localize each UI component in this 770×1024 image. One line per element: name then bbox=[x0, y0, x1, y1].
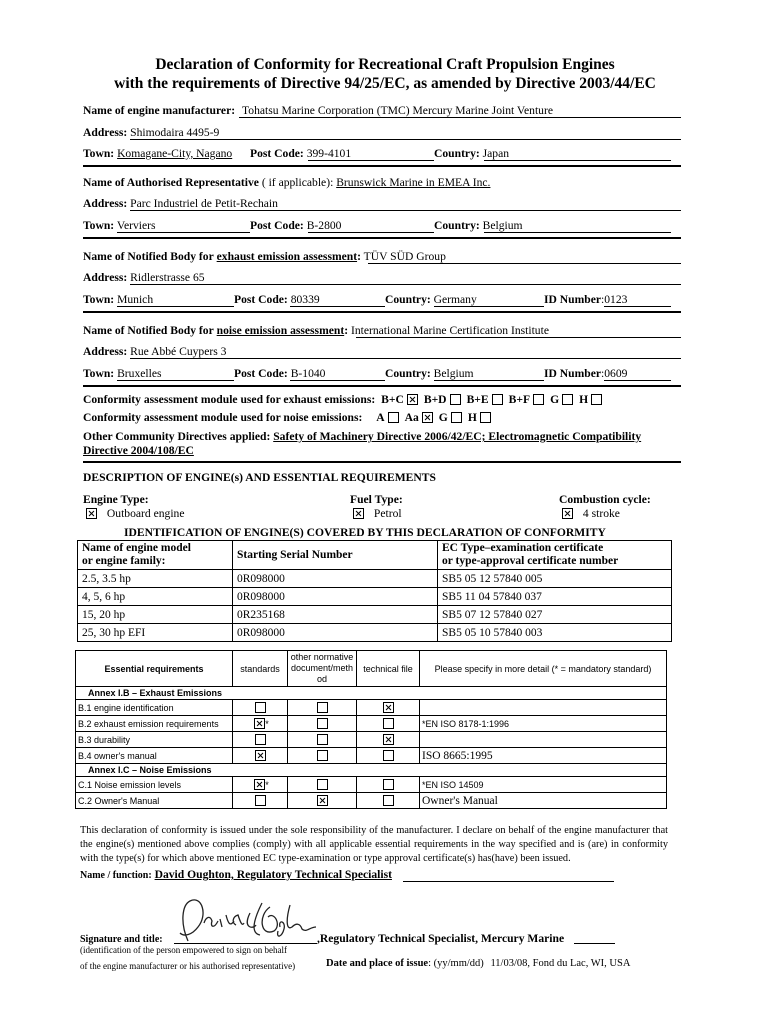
noise-module-checkbox-1[interactable] bbox=[422, 412, 433, 423]
standards-checkbox[interactable] bbox=[255, 795, 266, 806]
noise-module-label-3: H bbox=[467, 411, 477, 424]
combustion-checkbox bbox=[562, 508, 573, 519]
exhaust-module-checkbox-1[interactable] bbox=[450, 394, 461, 405]
exhaust-module-label-0: B+C bbox=[381, 393, 404, 406]
engine-cert: SB5 05 10 57840 003 bbox=[438, 624, 672, 642]
noise-body-post-code: B-1040 bbox=[290, 367, 326, 380]
engine-serial: 0R098000 bbox=[233, 588, 438, 606]
requirement-label: C.1 Noise emission levels bbox=[76, 777, 233, 793]
section-divider bbox=[83, 165, 681, 167]
exhaust-module-label-3: B+F bbox=[508, 393, 531, 406]
representative-town: Verviers bbox=[116, 219, 156, 232]
section-divider bbox=[83, 385, 681, 387]
exhaust-module-label-1: B+D bbox=[423, 393, 447, 406]
exhaust-module-label-4: G bbox=[550, 393, 560, 406]
engine-model: 15, 20 hp bbox=[78, 606, 233, 624]
declaration-text: This declaration of conformity is issued under the sole responsibility of the manufacturer. I declare on behalf of the engine manufacturer that the engine(s) mentioned above complies (comply) with all applicable essential requirements in the way specified and is (are) in conformity with the type(s) for which above mentioned EC type-examination or type approval certificate(s) has(have) been issued. bbox=[80, 825, 668, 864]
exhaust-body-address: Ridlerstrasse 65 bbox=[130, 271, 205, 284]
exhaust-module-checkbox-5[interactable] bbox=[591, 394, 602, 405]
exhaust-module-checkbox-3[interactable] bbox=[533, 394, 544, 405]
standards-checkbox[interactable] bbox=[255, 750, 266, 761]
signatory-note-1: (identification of the person empowered to sign on behalf bbox=[80, 945, 287, 955]
representative-address: Parc Industriel de Petit-Rechain bbox=[130, 197, 278, 210]
standards-checkbox[interactable] bbox=[254, 779, 265, 790]
noise-module-row: Conformity assessment module used for noise emissions: A Aa G H bbox=[83, 411, 494, 424]
noise-body-country: Belgium bbox=[433, 367, 474, 380]
noise-body-id: 0609 bbox=[604, 367, 628, 380]
document-title: Declaration of Conformity for Recreational Craft Propulsion Engines bbox=[155, 56, 615, 73]
exhaust-module-checkbox-0[interactable] bbox=[407, 394, 418, 405]
technical-file-checkbox[interactable] bbox=[383, 779, 394, 790]
engine-serial: 0R098000 bbox=[233, 624, 438, 642]
engine-serial: 0R235168 bbox=[233, 606, 438, 624]
requirement-label: C.2 Owner's Manual bbox=[76, 793, 233, 809]
manufacturer-name: Tohatsu Marine Corporation (TMC) Mercury Marine Joint Venture bbox=[242, 104, 553, 117]
other-directives-line2: Directive 2004/108/EC bbox=[83, 444, 194, 457]
signatory-note-2: of the engine manufacturer or his authorised representative) bbox=[80, 961, 296, 971]
identification-heading: IDENTIFICATION OF ENGINE(S) COVERED BY THIS DECLARATION OF CONFORMITY bbox=[124, 526, 606, 539]
engine-serial: 0R098000 bbox=[233, 570, 438, 588]
representative-name-row: Name of Authorised Representative ( if applicable): Brunswick Marine in EMEA Inc. bbox=[83, 176, 491, 189]
technical-file-checkbox[interactable] bbox=[383, 795, 394, 806]
combustion-cycle: 4 stroke bbox=[559, 507, 620, 520]
representative-name: Brunswick Marine in EMEA Inc. bbox=[336, 176, 491, 189]
requirement-detail bbox=[420, 732, 667, 748]
exhaust-module-checkbox-4[interactable] bbox=[562, 394, 573, 405]
signatory-name-row: Name / function: David Oughton, Regulatory Technical Specialist bbox=[80, 868, 392, 881]
other-directives-line1: Safety of Machinery Directive 2006/42/EC; Electromagnetic Compatibility bbox=[273, 430, 642, 443]
engine-row bbox=[78, 570, 672, 588]
exhaust-body-town: Munich bbox=[117, 293, 154, 306]
signatory-title: ,Regulatory Technical Specialist, Mercury Marine bbox=[317, 932, 565, 945]
other-doc-checkbox[interactable] bbox=[317, 795, 328, 806]
noise-module-label-1: Aa bbox=[404, 411, 419, 424]
manufacturer-name-row: Name of engine manufacturer: Tohatsu Marine Corporation (TMC) Mercury Marine Joint Venture bbox=[83, 104, 553, 117]
exhaust-module-row: Conformity assessment module used for exhaust emissions: B+C B+D B+E B+F G H bbox=[83, 393, 605, 406]
description-heading: DESCRIPTION OF ENGINE(s) AND ESSENTIAL REQUIREMENTS bbox=[83, 471, 436, 484]
representative-country: Belgium bbox=[482, 219, 523, 232]
section-divider bbox=[83, 311, 681, 313]
other-doc-checkbox[interactable] bbox=[317, 750, 328, 761]
engine-cert: SB5 07 12 57840 027 bbox=[438, 606, 672, 624]
manufacturer-town-row: Town: Komagane-City, Nagano bbox=[83, 147, 233, 160]
engine-type-checkbox bbox=[86, 508, 97, 519]
signature-image bbox=[170, 893, 320, 948]
manufacturer-town: Komagane-City, Nagano bbox=[117, 147, 233, 160]
requirements-section-heading: Annex I.C – Noise Emissions bbox=[76, 764, 667, 777]
manufacturer-address-row: Address: Shimodaira 4495-9 bbox=[83, 126, 220, 139]
other-doc-checkbox[interactable] bbox=[317, 734, 328, 745]
technical-file-checkbox[interactable] bbox=[383, 702, 394, 713]
exhaust-module-label-5: H bbox=[579, 393, 589, 406]
engine-model: 4, 5, 6 hp bbox=[78, 588, 233, 606]
technical-file-checkbox[interactable] bbox=[383, 734, 394, 745]
other-doc-checkbox[interactable] bbox=[317, 718, 328, 729]
fuel-type-checkbox bbox=[353, 508, 364, 519]
document-subtitle: with the requirements of Directive 94/25/EC, as amended by Directive 2003/44/EC bbox=[114, 75, 656, 92]
standards-checkbox[interactable] bbox=[254, 718, 265, 729]
date-place-row: Date and place of issue: (yy/mm/dd) 11/03/08, Fond du Lac, WI, USA bbox=[326, 958, 631, 969]
manufacturer-address: Shimodaira 4495-9 bbox=[130, 126, 220, 139]
engine-row bbox=[78, 606, 672, 624]
representative-post-code: B-2800 bbox=[306, 219, 342, 232]
noise-module-label-0: A bbox=[376, 411, 385, 424]
noise-module-label-2: G bbox=[438, 411, 448, 424]
section-divider bbox=[83, 237, 681, 239]
requirement-detail: Owner's Manual bbox=[420, 793, 667, 809]
requirement-detail: *EN ISO 8178-1:1996 bbox=[420, 716, 667, 732]
engine-type: Outboard engine bbox=[83, 507, 185, 520]
requirement-row: B.2 exhaust emission requirements * *EN ISO 8178-1:1996 bbox=[76, 716, 667, 732]
engine-row bbox=[78, 624, 672, 642]
engine-row bbox=[78, 588, 672, 606]
other-doc-checkbox[interactable] bbox=[317, 779, 328, 790]
exhaust-body-name: TÜV SÜD Group bbox=[363, 250, 446, 263]
requirement-row bbox=[76, 732, 667, 748]
manufacturer-country: Japan bbox=[482, 147, 510, 160]
date-place-value: 11/03/08, Fond du Lac, WI, USA bbox=[490, 958, 631, 969]
exhaust-body-name-row: Name of Notified Body for exhaust emission assessment: TÜV SÜD Group bbox=[83, 250, 446, 263]
engine-model: 25, 30 hp EFI bbox=[78, 624, 233, 642]
engine-cert: SB5 11 04 57840 037 bbox=[438, 588, 672, 606]
requirement-row bbox=[76, 700, 667, 716]
exhaust-body-post-code: 80339 bbox=[290, 293, 320, 306]
other-doc-checkbox[interactable] bbox=[317, 702, 328, 713]
requirement-row: C.1 Noise emission levels * *EN ISO 14509 bbox=[76, 777, 667, 793]
manufacturer-post-code: 399-4101 bbox=[306, 147, 352, 160]
requirements-table: Essential requirements standards other normative document/meth od technical file Please specify in more detail (* = mandatory standard) Annex I.B – Exhaust Emissions B.1 engine identification B.2 exhaust emission requirements * *EN ISO 8178-1:1996 B.3 durability B.4 owner's manual ISO 8665:1995 Annex I.C – Noise Emissions C.1 Noise emission levels * *EN ISO 14509 C.2 Owner's Manual Owner's Manual bbox=[75, 650, 667, 809]
technical-file-checkbox[interactable] bbox=[383, 718, 394, 729]
exhaust-body-id: 0123 bbox=[604, 293, 628, 306]
noise-body-name-row: Name of Notified Body for noise emission assessment: International Marine Certification Institute bbox=[83, 324, 549, 337]
noise-module-checkbox-0[interactable] bbox=[388, 412, 399, 423]
identification-table: Name of engine model or engine family: Starting Serial Number EC Type–examination certificate or type-approval certificate number 2.5, 3.5 hp 0R098000 SB5 05 12 57840 005 4, 5, 6 hp 0R098000 SB5 11 04 57840 037 15, 20 hp 0R235168 SB5 07 12 57840 027 25, 30 hp EFI 0R098000 SB5 05 10 57840 003 bbox=[77, 540, 672, 642]
noise-module-checkbox-2[interactable] bbox=[451, 412, 462, 423]
standards-checkbox[interactable] bbox=[255, 734, 266, 745]
noise-body-name: International Marine Certification Institute bbox=[350, 324, 549, 337]
exhaust-module-checkbox-2[interactable] bbox=[492, 394, 503, 405]
other-directives-row: Other Community Directives applied: Safety of Machinery Directive 2006/42/EC; Electromagnetic Compatibility bbox=[83, 430, 642, 443]
section-divider bbox=[83, 461, 681, 463]
engine-model: 2.5, 3.5 hp bbox=[78, 570, 233, 588]
requirement-row bbox=[76, 748, 667, 764]
technical-file-checkbox[interactable] bbox=[383, 750, 394, 761]
fuel-type: Petrol bbox=[350, 507, 402, 520]
signature-row: Signature and title: bbox=[80, 934, 163, 945]
requirements-section-heading: Annex I.B – Exhaust Emissions bbox=[76, 687, 667, 700]
requirement-label: B.3 durability bbox=[76, 732, 233, 748]
requirement-label: B.1 engine identification bbox=[76, 700, 233, 716]
exhaust-body-country: Germany bbox=[433, 293, 477, 306]
standards-checkbox[interactable] bbox=[255, 702, 266, 713]
noise-body-town: Bruxelles bbox=[117, 367, 162, 380]
noise-body-address: Rue Abbé Cuypers 3 bbox=[130, 345, 227, 358]
requirement-row bbox=[76, 793, 667, 809]
noise-module-checkbox-3[interactable] bbox=[480, 412, 491, 423]
signatory-name: David Oughton, Regulatory Technical Specialist bbox=[154, 868, 392, 881]
exhaust-module-label-2: B+E bbox=[466, 393, 489, 406]
requirement-detail: ISO 8665:1995 bbox=[420, 748, 667, 764]
requirement-detail: *EN ISO 14509 bbox=[420, 777, 667, 793]
engine-cert: SB5 05 12 57840 005 bbox=[438, 570, 672, 588]
requirement-label: B.4 owner's manual bbox=[76, 748, 233, 764]
requirement-detail bbox=[420, 700, 667, 716]
requirement-label: B.2 exhaust emission requirements bbox=[76, 716, 233, 732]
